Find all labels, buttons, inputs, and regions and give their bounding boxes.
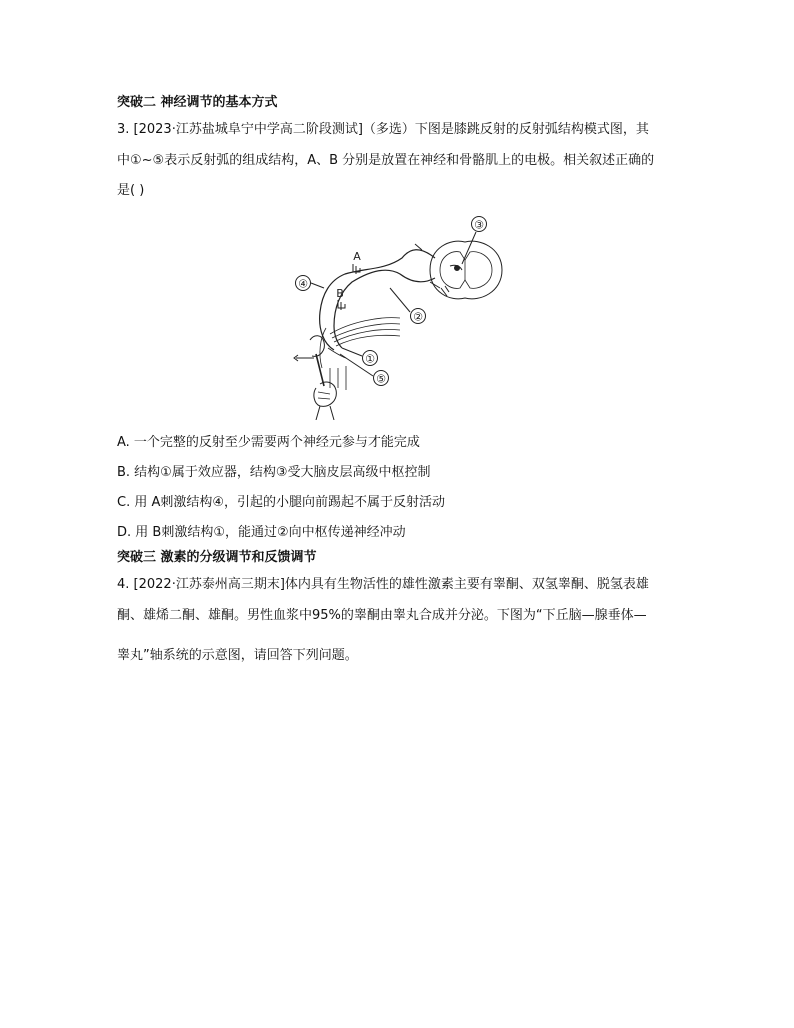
q3-option-D: D. 用 B刺激结构①，能通过②向中枢传递神经冲动: [117, 525, 406, 540]
q3-stem-line3: 是( ): [117, 183, 145, 198]
section3-heading: 突破三 激素的分级调节和反馈调节: [117, 550, 317, 565]
q3-stem-line1: 3. [2023·江苏盐城阜宁中学高二阶段测试]（多选）下图是膝跳反射的反射弧结构模式图，其: [117, 122, 649, 137]
label-2: ②: [413, 310, 423, 324]
q4-stem-line1: 4. [2022·江苏泰州高三期末]体内具有生物活性的雄性激素主要有睾酮、双氢睾酮、脱氢表雄: [117, 577, 649, 592]
reflex-arc-figure: [290, 208, 505, 420]
section2-heading: 突破二 神经调节的基本方式: [117, 95, 278, 110]
q4-stem-line2: 酮、雄烯二酮、雄酮。男性血浆中95%的睾酮由睾丸合成并分泌。下图为“下丘脑—腺垂体—: [117, 608, 647, 623]
q4-stem-line3: 睾丸”轴系统的示意图，请回答下列问题。: [117, 648, 358, 663]
q3-stem-line2: 中①~⑤表示反射弧的组成结构，A、B 分别是放置在神经和骨骼肌上的电极。相关叙述正确的: [117, 153, 655, 168]
label-A: A: [353, 250, 361, 263]
q3-option-A: A. 一个完整的反射至少需要两个神经元参与才能完成: [117, 435, 420, 450]
label-B: B: [336, 287, 344, 300]
spinal-cord: [430, 241, 502, 299]
label-4: ④: [298, 277, 308, 291]
label-3: ③: [474, 218, 484, 232]
label-1: ①: [365, 352, 375, 366]
q3-option-B: B. 结构①属于效应器，结构③受大脑皮层高级中枢控制: [117, 465, 431, 480]
q3-option-C: C. 用 A刺激结构④，引起的小腿向前踢起不属于反射活动: [117, 495, 446, 510]
label-5: ⑤: [376, 372, 386, 386]
